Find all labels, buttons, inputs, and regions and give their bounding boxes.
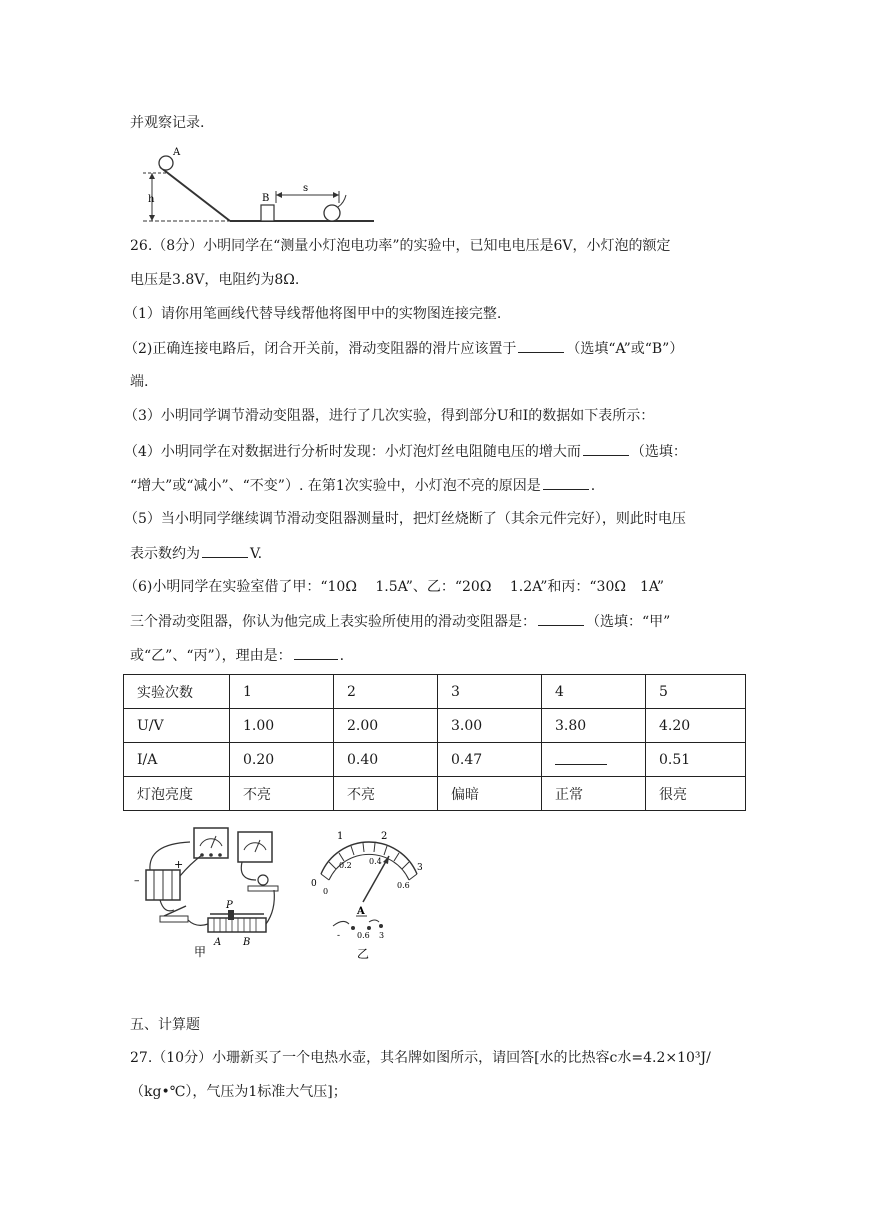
dial-bottom-label: 0.4: [369, 857, 382, 866]
table-cell: 0.47: [438, 743, 542, 777]
ammeter-figure-yi: [293, 826, 433, 970]
table-cell: 实验次数: [124, 675, 230, 709]
table-cell: 2: [334, 675, 438, 709]
table-cell: 5: [646, 675, 746, 709]
figure-label-yi: 乙: [357, 947, 370, 961]
q26-p6-line2: [130, 611, 670, 632]
q26-p2-hint: （选填“A”或“B”）: [566, 341, 684, 357]
svg-text:+: +: [174, 858, 184, 871]
q26-p4: [124, 441, 687, 462]
q26-p4-text2: “增大”或“减小”、“不变”）. 在第1次实验中，小灯泡不亮的原因是: [130, 478, 541, 494]
q26-p4-text: （4）小明同学在对数据进行分析时发现：小灯泡灯丝电阻随电压的增大而: [124, 444, 581, 460]
incline-label-a: A: [173, 147, 181, 158]
answer-blank-p2: [518, 338, 564, 353]
dial-right-label: 3: [417, 863, 423, 873]
table-cell: 1.00: [230, 709, 334, 743]
terminal-label: 0.6: [357, 931, 370, 940]
dial-left-label: 0: [311, 879, 317, 889]
q26-p2: [124, 338, 683, 359]
table-cell: 0.51: [646, 743, 746, 777]
dial-bottom-label: 0.2: [339, 861, 352, 870]
q26-p2-end: 端.: [130, 374, 149, 390]
q26-p6-hint: （选填：“甲”: [586, 614, 671, 630]
dial-unit: A: [357, 906, 365, 917]
q26-p6-text: 三个滑动变阻器，你认为他完成上表实验所使用的滑动变阻器是：: [130, 614, 536, 630]
q26-p1: （1）请你用笔画线代替导线帮他将图甲中的实物图连接完整.: [124, 306, 502, 322]
table-cell: 不亮: [334, 777, 438, 811]
table-row: [124, 777, 746, 811]
table-cell: 4: [542, 675, 646, 709]
table-cell: 很亮: [646, 777, 746, 811]
circuit-figure-jia: [130, 824, 290, 968]
incline-label-s: s: [303, 183, 309, 194]
q26-line2: 电压是3.8V，电阻约为8Ω.: [130, 272, 300, 288]
answer-blank-p4b: [543, 475, 589, 490]
q26-p2-text: （2)正确连接电路后，闭合开关前，滑动变阻器的滑片应该置于: [124, 341, 517, 357]
table-row: [124, 743, 746, 777]
answer-blank-p6a: [538, 611, 584, 626]
rheostat-label-p: P: [226, 900, 233, 911]
table-row: [124, 675, 746, 709]
q26-p3: （3）小明同学调节滑动变阻器，进行了几次实验，得到部分U和I的数据如下表所示：: [124, 408, 655, 424]
q27-line2: （kg•℃），气压为1标准大气压]；: [130, 1084, 347, 1100]
rheostat-label-a: A: [214, 937, 222, 948]
figure-label-jia: 甲: [194, 945, 207, 959]
data-table: [123, 674, 746, 811]
table-cell: 4.20: [646, 709, 746, 743]
q26-p6-text3: 或“乙”、“丙”），理由是：: [130, 648, 292, 664]
dial-top-label: 1: [337, 831, 344, 842]
terminal-label: 3: [379, 931, 385, 940]
dial-bottom-label: 0.6: [397, 881, 410, 890]
table-cell-blank: [542, 743, 646, 777]
table-row: [124, 709, 746, 743]
table-cell: I/A: [124, 743, 230, 777]
svg-text:–: –: [134, 874, 140, 887]
q26-p5: （5）当小明同学继续调节滑动变阻器测量时，把灯丝烧断了（其余元件完好），则此时电压: [124, 511, 686, 527]
table-cell: U/V: [124, 709, 230, 743]
q27-line1: 27.（10分）小珊新买了一个电热水壶，其名牌如图所示，请回答[水的比热容c水=4.2×10³J/: [130, 1050, 711, 1066]
answer-blank-p6b: [294, 645, 338, 660]
incline-label-h: h: [148, 194, 155, 205]
answer-blank-p5: [202, 543, 248, 558]
dial-top-label: 2: [381, 831, 388, 842]
q26-p4-end: .: [590, 478, 596, 494]
table-cell: 0.20: [230, 743, 334, 777]
terminal-label: -: [337, 931, 341, 941]
q26-line1: 26.（8分）小明同学在“测量小灯泡电功率”的实验中，已知电电压是6V，小灯泡的额定: [130, 238, 671, 254]
table-cell: 偏暗: [438, 777, 542, 811]
section-heading: 五、计算题: [130, 1017, 200, 1033]
incline-label-b: B: [262, 193, 270, 204]
intro-line: 并观察记录.: [130, 115, 205, 131]
q26-p6: （6)小明同学在实验室借了甲：“10Ω 1.5A”、乙：“20Ω 1.2A”和丙：“30Ω 1A”: [124, 579, 665, 595]
table-cell: 3.00: [438, 709, 542, 743]
table-cell: 3: [438, 675, 542, 709]
dial-bottom-label: 0: [323, 887, 329, 896]
table-cell: 3.80: [542, 709, 646, 743]
q26-p4-hint: （选填：: [630, 444, 687, 460]
table-cell: 2.00: [334, 709, 438, 743]
q26-p6-line3: [130, 645, 344, 666]
table-cell: 不亮: [230, 777, 334, 811]
table-cell: 1: [230, 675, 334, 709]
q26-p5-end: V.: [250, 546, 263, 562]
table-cell: 0.40: [334, 743, 438, 777]
q26-p5-text: 表示数约为: [130, 546, 200, 562]
answer-blank-current: [555, 750, 607, 765]
table-cell: 正常: [542, 777, 646, 811]
rheostat-label-b: B: [243, 937, 251, 948]
q26-p4-line2: [130, 475, 595, 496]
q26-p6-end: .: [339, 648, 345, 664]
incline-figure: [138, 145, 378, 229]
q26-p5-line2: [130, 543, 262, 564]
table-cell: 灯泡亮度: [124, 777, 230, 811]
answer-blank-p4a: [583, 441, 629, 456]
